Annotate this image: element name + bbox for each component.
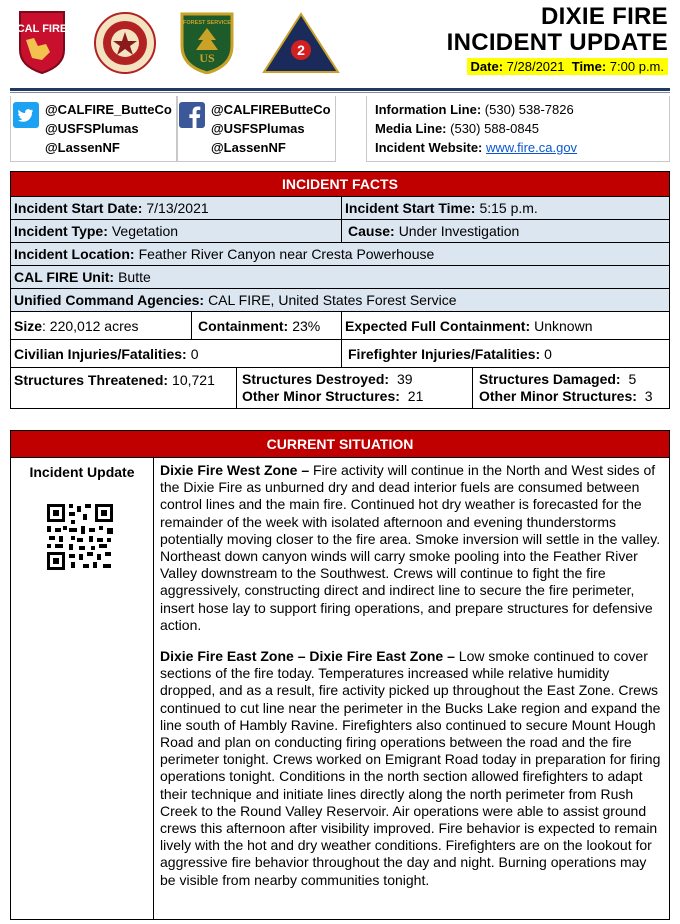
facebook-handle[interactable]: @LassenNF [211,140,286,155]
team-triangle-logo [262,12,340,74]
damaged-minor-line: Other Minor Structures: 3 [479,388,653,404]
incident-website: Incident Website: www.fire.ca.gov [375,140,578,155]
structures-destroyed-cell [237,368,473,408]
facebook-icon[interactable] [179,102,205,128]
facts-row-start [11,197,669,220]
containment-cell: Containment: 23% [192,312,342,339]
twitter-box [10,96,178,162]
expected-containment-cell: Expected Full Containment: Unknown [345,317,593,334]
time-value: 7:00 p.m. [609,59,664,74]
destroyed-minor-line: Other Minor Structures: 21 [242,388,424,404]
damaged-line: Structures Damaged: 5 [479,371,637,387]
title-line-1: DIXIE FIRE [540,3,668,30]
destroyed-line: Structures Destroyed: 39 [242,371,413,387]
calfire-logo [16,10,68,74]
website-link[interactable]: www.fire.ca.gov [486,140,578,155]
svg-text:FOREST SERVICE: FOREST SERVICE [183,20,231,26]
media-line: Media Line: (530) 588-0845 [375,121,540,136]
facts-row-type [11,220,669,243]
svg-text:US: US [199,51,215,65]
contact-row [10,96,670,164]
date-time-highlight [467,58,668,75]
twitter-handle[interactable]: @USFSPlumas [45,121,139,136]
east-zone-paragraph [160,648,665,889]
west-zone-text: Fire activity will continue in the North and West sides of the Dixie Fire as unburned dry and dead interior fuels are consumed between control lines and the main fire. Continued hot dry weather is forecasted for the remainder of the week with isolated afternoon and evening thunderstorms potentially moving closer to the fire area. Smoke inversion will settle in the valley. Northeast down canyon winds will carry smoke pooling into the Feather River Valley downstream to the Southwest. Crews will continue to fight the fire aggressively, constructing direct and indirect line to secure the fire perimeter, insert hose lay to support firing operations, and prepare structures for defensive action. [160,462,661,633]
west-zone-paragraph [160,462,665,634]
incident-facts-table [10,171,670,409]
current-situation-heading: CURRENT SITUATION [11,431,669,458]
agencies-cell: Unified Command Agencies: CAL FIRE, United States Forest Service [14,292,457,308]
facebook-handle[interactable]: @USFSPlumas [211,121,305,136]
twitter-icon[interactable] [13,102,39,128]
qr-code-icon[interactable] [45,502,115,572]
current-situation-section [10,430,670,920]
facebook-handle[interactable]: @CALFIREButteCo [211,102,331,117]
structures-damaged-cell [473,368,669,408]
facts-row-structures [11,368,669,408]
incident-facts-heading: INCIDENT FACTS [11,172,669,197]
facts-row-agencies [11,289,669,312]
civilian-injuries-cell: Civilian Injuries/Fatalities: 0 [11,340,342,367]
cause-cell: Cause: Under Investigation [348,223,520,239]
facts-row-location [11,243,669,266]
west-zone-title: Dixie Fire West Zone – [160,462,310,478]
facebook-box [176,96,336,162]
east-zone-text: Low smoke continued to cover sections of the fire today. Temperatures increased while relative humidity dropped, and as a result, fire activity picked up throughout the East Zone. Crews continued to cut line near the perimeter in the Bucks Lake region and expand the line south of Hambly Ravine. Firefighters also continued to secure Mount Hough Road and plan on conducting firing operations between the road and the fire perimeter tonight. Crews worked on Emigrant Road today in preparation for firing operations tonight. Conditions in the north section allowed firefighters to adapt their technique and initiate lines directly along the north perimeter from Rush Creek to the Round Valley Reservoir. Air operations were able to assist ground crews this afternoon after visibility improved. Fire behavior is expected to remain lively with the hot and dry weather conditions. Firefighters are on the lookout for aggressive fire behavior throughout the day and night. Burning operations may be visible from nearby communities tonight. [160,648,661,888]
svg-text:CAL FIRE: CAL FIRE [16,23,68,35]
facts-row-injuries [11,340,669,368]
incident-update-label: Incident Update [29,464,135,480]
location-cell: Incident Location: Feather River Canyon near Cresta Powerhouse [14,246,435,262]
twitter-handle[interactable]: @LassenNF [45,140,120,155]
facts-row-size [11,312,669,340]
start-date-cell: Incident Start Date: 7/13/2021 [11,197,342,219]
title-line-2: INCIDENT UPDATE [446,29,668,56]
information-line: Information Line: (530) 538-7826 [375,102,574,117]
unit-cell: CAL FIRE Unit: Butte [14,269,151,285]
title-block [447,4,668,76]
date-label: Date: [470,59,504,74]
twitter-handles [45,100,172,157]
header-divider [10,88,670,91]
header-divider-thin [10,92,670,93]
east-zone-title: Dixie Fire East Zone – Dixie Fire East Zone – [160,648,455,665]
type-cell: Incident Type: Vegetation [11,220,342,242]
incident-update-text [160,462,665,903]
time-label: Time: [571,59,607,74]
svg-text:2: 2 [297,42,305,58]
firefighter-injuries-cell: Firefighter Injuries/Fatalities: 0 [348,345,552,362]
facebook-handles [211,100,331,157]
size-cell: Size : 220,012 acres [11,312,192,339]
twitter-handle[interactable]: @CALFIRE_ButteCo [45,102,172,117]
usfs-logo [178,10,236,74]
facts-row-unit [11,266,669,289]
info-box [366,96,670,162]
date-value: 7/28/2021 [506,59,565,74]
page-header [0,0,680,92]
structures-threatened-cell: Structures Threatened: 10,721 [11,368,237,408]
sheriff-seal-logo [94,12,156,74]
start-time-cell: Incident Start Time: 5:15 p.m. [345,200,538,216]
info-lines [375,100,577,157]
incident-update-column [11,458,154,919]
